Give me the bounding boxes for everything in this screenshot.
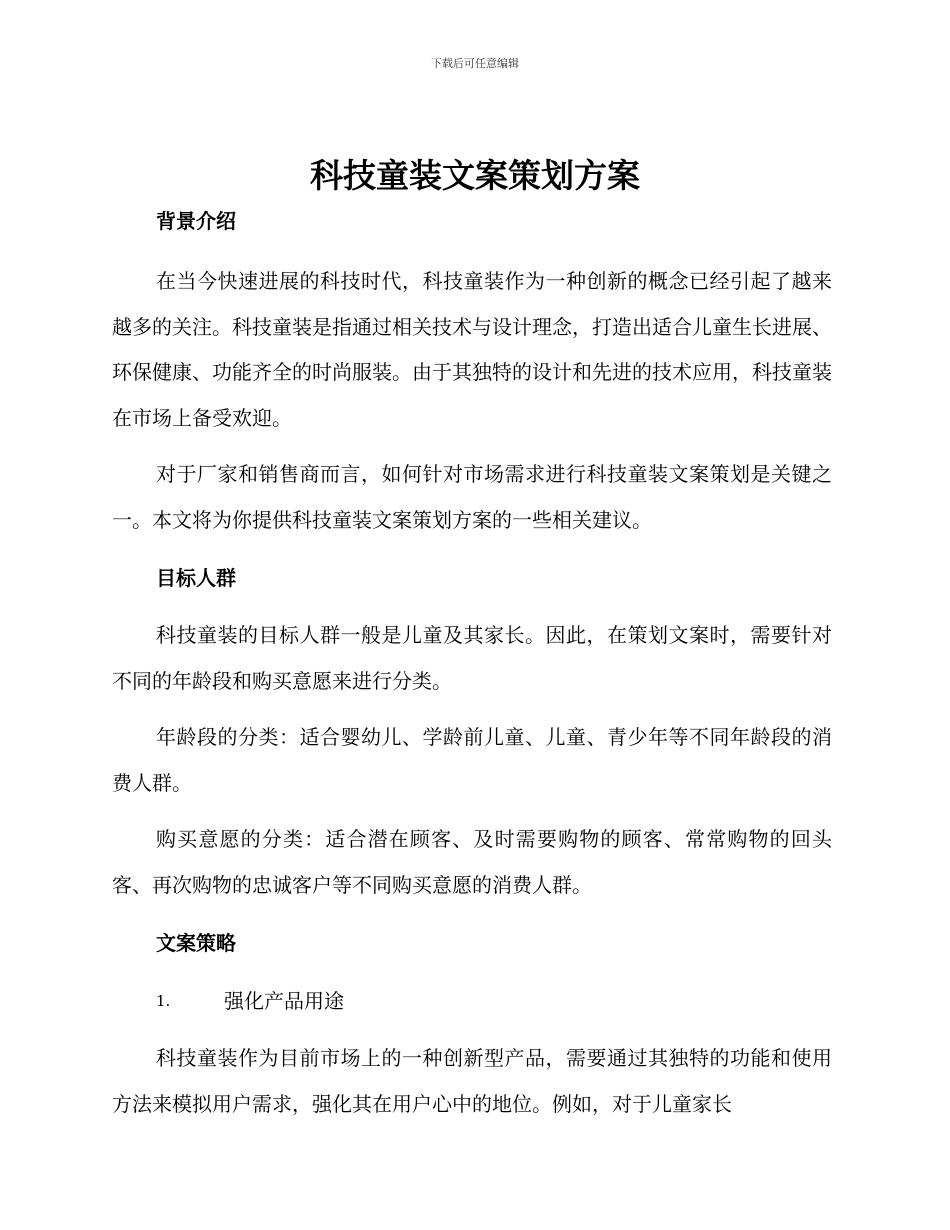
paragraph-audience-3: 购买意愿的分类：适合潜在顾客、及时需要购物的顾客、常常购物的回头客、再次购物的忠诚客户等不同购买意愿的消费人群。 (112, 827, 832, 897)
document-title: 科技童装文案策划方案 (310, 156, 640, 195)
page-header: 下载后可任意编辑 (431, 57, 519, 70)
section-heading-audience: 目标人群 (156, 566, 236, 590)
numbered-item-marker: 1. (156, 992, 171, 1010)
section-heading-background: 背景介绍 (156, 209, 236, 233)
paragraph-background-2: 对于厂家和销售商而言，如何针对市场需求进行科技童装文案策划是关键之一。本文将为你提供科技童装文案策划方案的一些相关建议。 (112, 462, 832, 532)
paragraph-strategy-1: 科技童装作为目前市场上的一种创新型产品，需要通过其独特的功能和使用方法来模拟用户需求，强化其在用户心中的地位。例如，对于儿童家长 (112, 1046, 832, 1116)
paragraph-background-1: 在当今快速进展的科技时代，科技童装作为一种创新的概念已经引起了越来越多的关注。科技童装是指通过相关技术与设计理念，打造出适合儿童生长进展、环保健康、功能齐全的时尚服装。由于其独特的设计和先进的技术应用，科技童装在市场上备受欢迎。 (112, 269, 832, 430)
section-heading-strategy: 文案策略 (156, 931, 236, 955)
numbered-item-1 (156, 985, 832, 1017)
document-body (112, 205, 832, 1127)
numbered-item-text: 强化产品用途 (224, 989, 344, 1013)
paragraph-audience-2: 年龄段的分类：适合婴幼儿、学龄前儿童、儿童、青少年等不同年龄段的消费人群。 (112, 725, 832, 795)
paragraph-audience-1: 科技童装的目标人群一般是儿童及其家长。因此，在策划文案时，需要针对不同的年龄段和购买意愿来进行分类。 (112, 623, 832, 693)
